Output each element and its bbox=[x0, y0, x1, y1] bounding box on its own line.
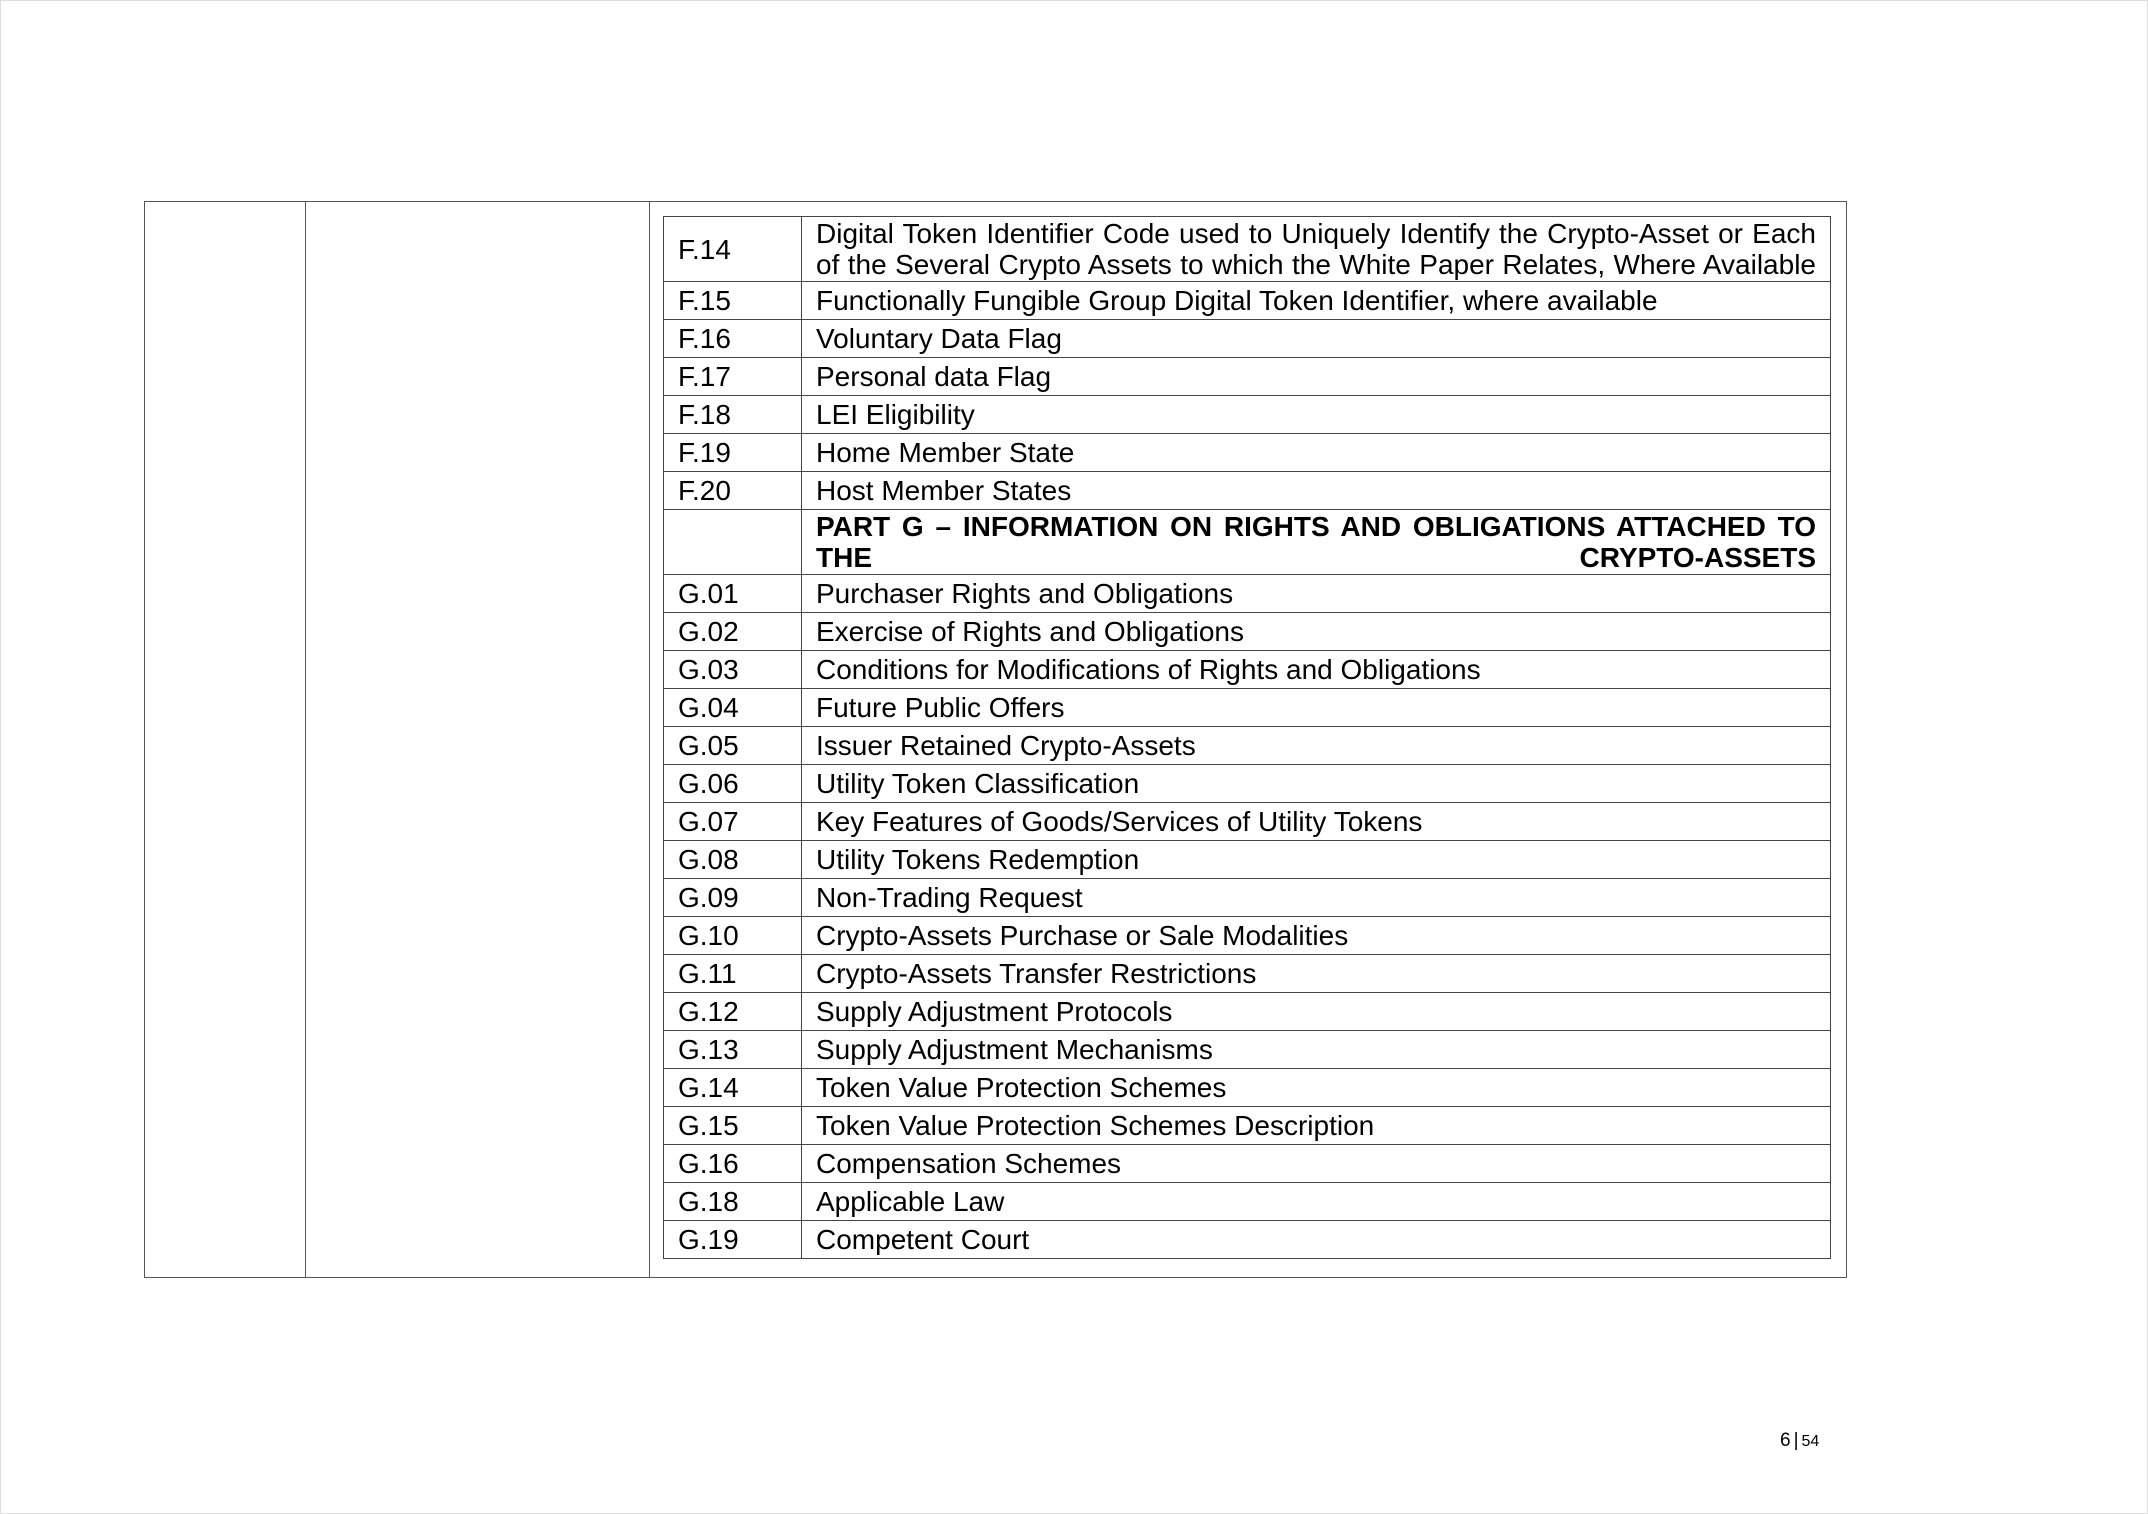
field-code: G.19 bbox=[664, 1221, 802, 1259]
field-code: F.19 bbox=[664, 434, 802, 472]
field-description: Competent Court bbox=[802, 1221, 1831, 1259]
table-row bbox=[664, 1031, 1831, 1069]
field-description: Token Value Protection Schemes Description bbox=[802, 1107, 1831, 1145]
field-description: Home Member State bbox=[802, 434, 1831, 472]
table-row bbox=[664, 879, 1831, 917]
table-row bbox=[664, 917, 1831, 955]
column-divider bbox=[305, 202, 306, 1277]
field-description: Non-Trading Request bbox=[802, 879, 1831, 917]
field-description: Supply Adjustment Protocols bbox=[802, 993, 1831, 1031]
field-description: Crypto-Assets Purchase or Sale Modalities bbox=[802, 917, 1831, 955]
table-row bbox=[664, 1145, 1831, 1183]
table-row bbox=[664, 1221, 1831, 1259]
field-description: Voluntary Data Flag bbox=[802, 320, 1831, 358]
field-code: G.16 bbox=[664, 1145, 802, 1183]
field-code: G.09 bbox=[664, 879, 802, 917]
field-code: G.03 bbox=[664, 651, 802, 689]
field-description: Utility Token Classification bbox=[802, 765, 1831, 803]
field-code: F.20 bbox=[664, 472, 802, 510]
field-code: G.06 bbox=[664, 765, 802, 803]
field-description: Key Features of Goods/Services of Utility Tokens bbox=[802, 803, 1831, 841]
field-description: Token Value Protection Schemes bbox=[802, 1069, 1831, 1107]
field-code bbox=[664, 510, 802, 575]
field-code: F.15 bbox=[664, 282, 802, 320]
page-number bbox=[1780, 1430, 1819, 1452]
table-row bbox=[664, 282, 1831, 320]
field-description: Crypto-Assets Transfer Restrictions bbox=[802, 955, 1831, 993]
field-description: Compensation Schemes bbox=[802, 1145, 1831, 1183]
table-row bbox=[664, 358, 1831, 396]
field-description: Applicable Law bbox=[802, 1183, 1831, 1221]
table-row bbox=[664, 651, 1831, 689]
field-code: F.18 bbox=[664, 396, 802, 434]
table-row bbox=[664, 993, 1831, 1031]
field-code: F.16 bbox=[664, 320, 802, 358]
table-row bbox=[664, 689, 1831, 727]
field-code: G.13 bbox=[664, 1031, 802, 1069]
table-row bbox=[664, 217, 1831, 282]
field-description: Purchaser Rights and Obligations bbox=[802, 575, 1831, 613]
table-row bbox=[664, 841, 1831, 879]
field-code: G.18 bbox=[664, 1183, 802, 1221]
table-row bbox=[664, 765, 1831, 803]
field-code: F.14 bbox=[664, 217, 802, 282]
field-code: G.14 bbox=[664, 1069, 802, 1107]
table-row bbox=[664, 727, 1831, 765]
field-description: Conditions for Modifications of Rights and Obligations bbox=[802, 651, 1831, 689]
table-row bbox=[664, 1107, 1831, 1145]
field-code: G.05 bbox=[664, 727, 802, 765]
page-separator: | bbox=[1793, 1430, 1799, 1451]
field-code: G.15 bbox=[664, 1107, 802, 1145]
field-description: Issuer Retained Crypto-Assets bbox=[802, 727, 1831, 765]
field-code: G.12 bbox=[664, 993, 802, 1031]
table-row bbox=[664, 803, 1831, 841]
section-heading-row bbox=[664, 510, 1831, 575]
field-description: Personal data Flag bbox=[802, 358, 1831, 396]
field-description: Host Member States bbox=[802, 472, 1831, 510]
column-divider bbox=[649, 202, 650, 1277]
table-row bbox=[664, 575, 1831, 613]
table-row bbox=[664, 613, 1831, 651]
field-description: Functionally Fungible Group Digital Token Identifier, where available bbox=[802, 282, 1831, 320]
table-row bbox=[664, 320, 1831, 358]
field-description: LEI Eligibility bbox=[802, 396, 1831, 434]
field-code: G.10 bbox=[664, 917, 802, 955]
page-current: 6 bbox=[1780, 1430, 1791, 1451]
table-row bbox=[664, 955, 1831, 993]
section-heading: PART G – INFORMATION ON RIGHTS AND OBLIGATIONS ATTACHED TO THE CRYPTO-ASSETS bbox=[802, 510, 1831, 575]
table-row bbox=[664, 396, 1831, 434]
table-row bbox=[664, 1069, 1831, 1107]
field-description: Exercise of Rights and Obligations bbox=[802, 613, 1831, 651]
field-code: G.04 bbox=[664, 689, 802, 727]
table-row bbox=[664, 1183, 1831, 1221]
page-total: 54 bbox=[1801, 1433, 1820, 1450]
field-description: Future Public Offers bbox=[802, 689, 1831, 727]
field-description: Utility Tokens Redemption bbox=[802, 841, 1831, 879]
field-code: G.07 bbox=[664, 803, 802, 841]
field-code: G.08 bbox=[664, 841, 802, 879]
field-description: Digital Token Identifier Code used to Uniquely Identify the Crypto-Asset or Each of the Several Crypto Assets to which the White Paper Relates, Where Available bbox=[802, 217, 1831, 282]
field-code: G.02 bbox=[664, 613, 802, 651]
field-code-table bbox=[663, 216, 1831, 1259]
field-code: G.11 bbox=[664, 955, 802, 993]
table-row bbox=[664, 434, 1831, 472]
field-code: G.01 bbox=[664, 575, 802, 613]
field-description: Supply Adjustment Mechanisms bbox=[802, 1031, 1831, 1069]
table-row bbox=[664, 472, 1831, 510]
field-code: F.17 bbox=[664, 358, 802, 396]
